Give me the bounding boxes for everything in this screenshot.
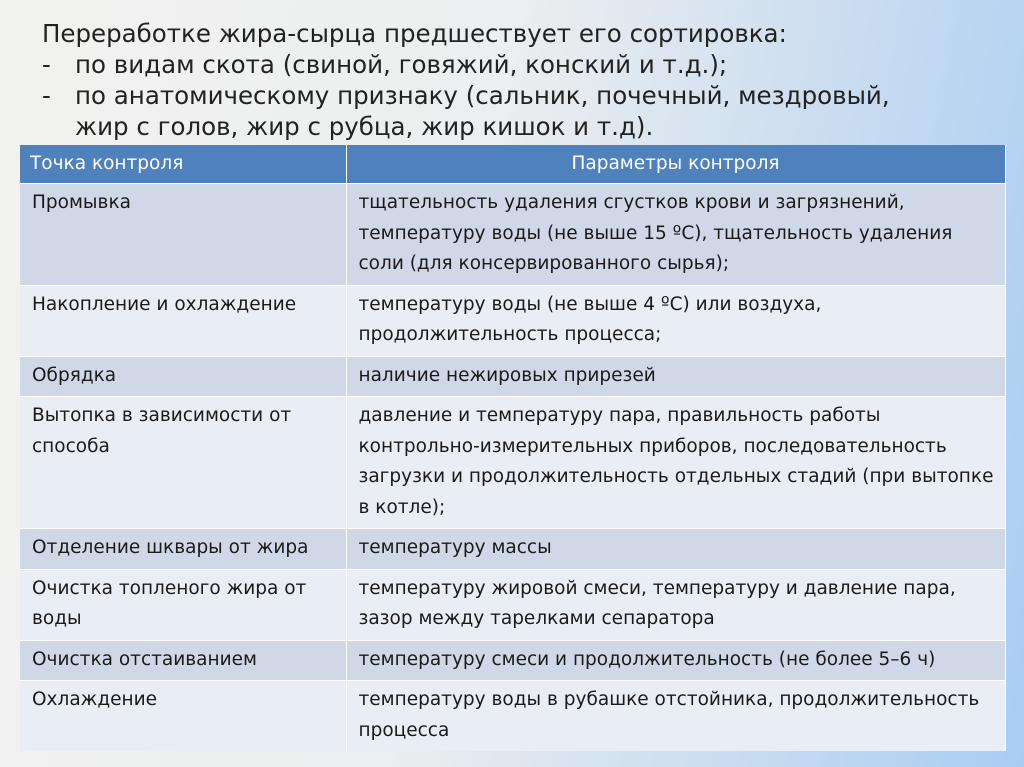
intro-bullet-2-continuation: жир с голов, жир с рубца, жир кишок и т.д).	[75, 112, 654, 141]
table-row	[20, 397, 1005, 529]
control-point-cell: Очистка топленого жира от воды	[20, 569, 346, 640]
header-control-point: Точка контроля	[20, 145, 346, 184]
table-row	[20, 569, 1005, 640]
control-point-cell: Очистка отстаиванием	[20, 640, 346, 681]
control-params-cell: температуру смеси и продолжительность (не более 5–6 ч)	[346, 640, 1005, 681]
intro-text	[42, 18, 1002, 142]
intro-bullet-1	[42, 49, 1002, 80]
table-row	[20, 529, 1005, 570]
table-row	[20, 640, 1005, 681]
control-params-cell: наличие нежировых прирезей	[346, 356, 1005, 397]
table-row	[20, 285, 1005, 356]
control-params-cell: температуру массы	[346, 529, 1005, 570]
table-row	[20, 681, 1005, 752]
table-row	[20, 184, 1005, 286]
table-header-row	[20, 145, 1005, 184]
control-point-cell: Охлаждение	[20, 681, 346, 752]
control-point-cell: Обрядка	[20, 356, 346, 397]
control-point-cell: Отделение шквары от жира	[20, 529, 346, 570]
control-point-cell: Промывка	[20, 184, 346, 286]
control-params-cell: давление и температуру пара, правильность работы контрольно-измерительных приборов, последовательность загрузки и продолжительность отдельных стадий (при вытопке в котле);	[346, 397, 1005, 529]
control-params-cell: температуру воды (не выше 4 ºС) или воздуха, продолжительность процесса;	[346, 285, 1005, 356]
bullet-marker: -	[42, 50, 51, 79]
control-params-cell: температуру жировой смеси, температуру и давление пара, зазор между тарелками сепаратора	[346, 569, 1005, 640]
control-point-cell: Накопление и охлаждение	[20, 285, 346, 356]
intro-bullet-2	[42, 80, 1002, 111]
bullet-marker: -	[42, 81, 51, 110]
bullet-text: по анатомическому признаку (сальник, почечный, мездровый,	[75, 81, 890, 110]
intro-line: Переработке жира-сырца предшествует его сортировка:	[42, 19, 787, 48]
control-point-cell: Вытопка в зависимости от способа	[20, 397, 346, 529]
bullet-text: по видам скота (свиной, говяжий, конский и т.д.);	[75, 50, 728, 79]
header-control-params: Параметры контроля	[346, 145, 1005, 184]
control-table	[20, 145, 1006, 751]
control-params-cell: тщательность удаления сгустков крови и загрязнений, температуру воды (не выше 15 ºС), тщательность удаления соли (для консервированного сырья);	[346, 184, 1005, 286]
control-params-cell: температуру воды в рубашке отстойника, продолжительность процесса	[346, 681, 1005, 752]
table-row	[20, 356, 1005, 397]
